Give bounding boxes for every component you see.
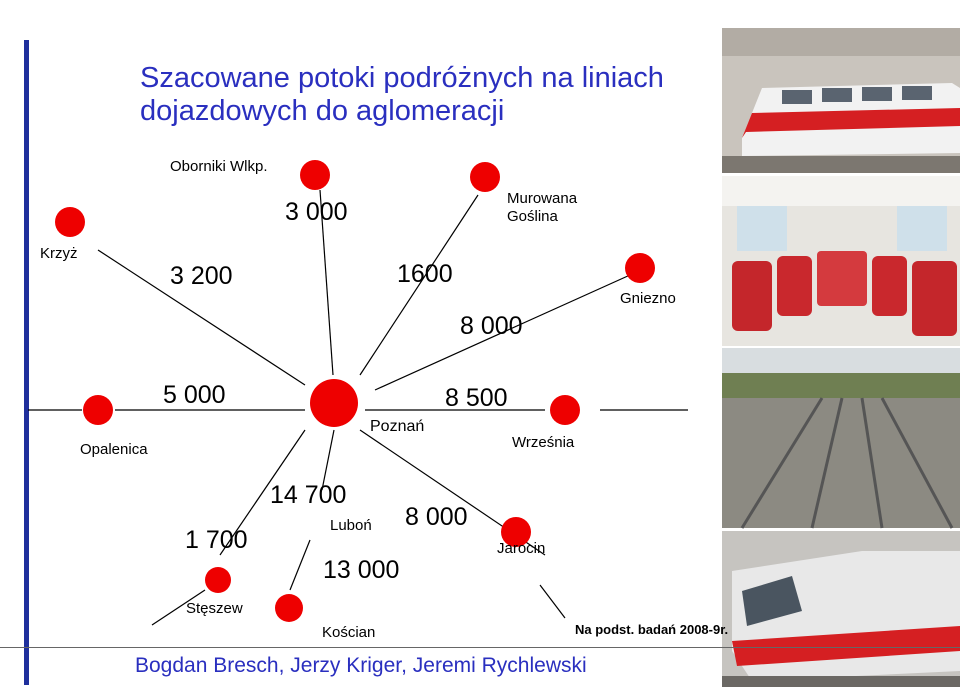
- node-opalenica: [83, 395, 113, 425]
- label-krzyz: Krzyż: [40, 245, 78, 262]
- flow-koscian: 13 000: [323, 556, 400, 584]
- label-jarocin: Jarocin: [497, 540, 546, 557]
- train-front-photo: [722, 531, 960, 687]
- node-wrzesnia: [550, 395, 580, 425]
- flow-wrzesnia: 8 500: [445, 384, 508, 412]
- source-note: Na podst. badań 2008-9r.: [575, 622, 729, 637]
- label-lubon: Luboń: [330, 517, 372, 534]
- flow-steszew: 1 700: [185, 526, 248, 554]
- flow-krzyz: 3 200: [170, 262, 233, 290]
- railway-tracks-photo: [722, 348, 960, 528]
- label-oborniki: Oborniki Wlkp.: [170, 158, 268, 175]
- label-opalenica: Opalenica: [80, 441, 148, 458]
- label-gniezno: Gniezno: [620, 290, 676, 307]
- flow-lubon: 14 700: [270, 481, 347, 509]
- node-murowana: [470, 162, 500, 192]
- train-interior-photo: [722, 176, 960, 346]
- flow-murowana: 1600: [397, 260, 453, 288]
- label-koscian: Kościan: [322, 624, 376, 641]
- node-gniezno: [625, 253, 655, 283]
- node-krzyz: [55, 207, 85, 237]
- node-oborniki: [300, 160, 330, 190]
- label-poznan: Poznań: [370, 418, 425, 435]
- flow-oborniki: 3 000: [285, 198, 348, 226]
- photo-strip: [722, 28, 960, 687]
- label-steszew: Stęszew: [186, 600, 243, 617]
- footer-divider: [0, 647, 960, 648]
- line-jarocin-tail: [540, 585, 565, 618]
- node-poznan: [310, 379, 358, 427]
- node-steszew: [205, 567, 231, 593]
- train-exterior-photo: [722, 28, 960, 173]
- label-murowana: Murowana Goślina: [507, 190, 578, 225]
- label-wrzesnia: Września: [512, 434, 575, 451]
- flow-gniezno: 8 000: [460, 312, 523, 340]
- page-title: Szacowane potoki podróżnych na liniach dojazdowych do aglomeracji: [140, 62, 664, 127]
- line-lubon-koscian: [290, 540, 310, 590]
- node-koscian: [275, 594, 303, 622]
- author-credits: Bogdan Bresch, Jerzy Kriger, Jeremi Rychlewski: [135, 654, 587, 677]
- flow-opalenica: 5 000: [163, 381, 226, 409]
- flow-jarocin: 8 000: [405, 503, 468, 531]
